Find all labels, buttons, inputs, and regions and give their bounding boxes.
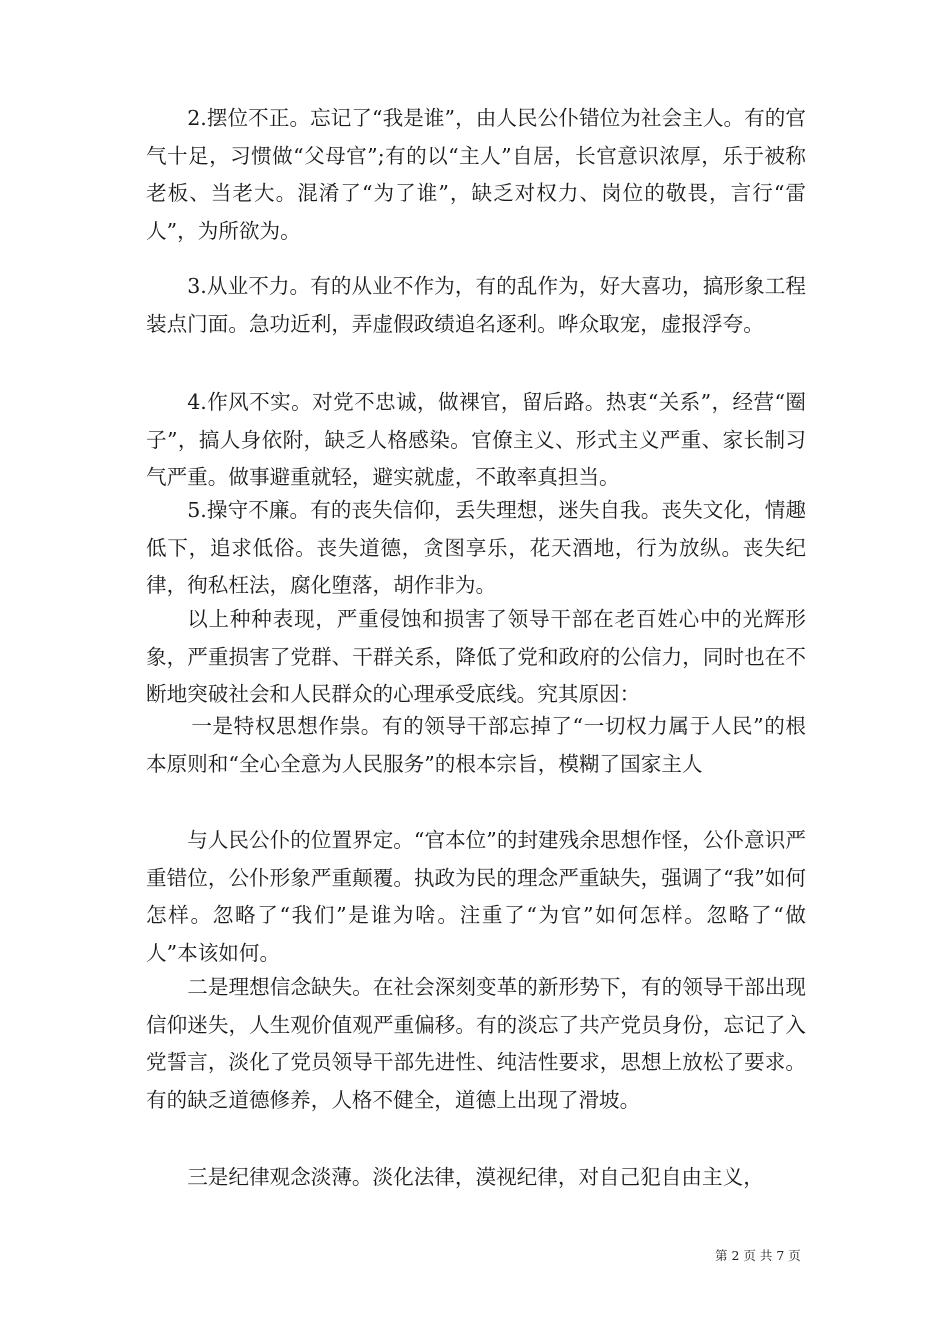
paragraph-5: 以上种种表现，严重侵蚀和损害了领导干部在老百姓心中的光辉形象，严重损害了党群、干群关系，降低了党和政府的公信力，同时也在不断地突破社会和人民群众的心理承受底线。究其原因：	[146, 607, 806, 706]
paragraph-2: 3.从业不力。有的从业不作为，有的乱作为，好大喜功，搞形象工程装点门面。急功近利，弄虚假政绩追名逐利。哗众取宠，虚报浮夸。	[146, 274, 806, 336]
page-number-footer: 第 2 页 共 7 页	[715, 1248, 801, 1263]
paragraph-6: 一是特权思想作祟。有的领导干部忘掉了“一切权力属于人民”的根本原则和“全心全意为人民服务”的根本宗旨，模糊了国家主人	[146, 714, 806, 776]
paragraph-8: 二是理想信念缺失。在社会深刻变革的新形势下，有的领导干部出现信仰迷失，人生观价值观严重偏移。有的淡忘了共产党员身份，忘记了入党誓言，淡化了党员领导干部先进性、纯洁性要求，思想上放松了要求。有的缺乏道德修养，人格不健全，道德上出现了滑坡。	[146, 975, 806, 1112]
paragraph-1: 2.摆位不正。忘记了“我是谁”，由人民公仆错位为社会主人。有的官气十足，习惯做“父母官”;有的以“主人”自居，长官意识浓厚，乐于被称老板、当老大。混淆了“为了谁”，缺乏对权力、岗位的敬畏，言行“雷人”，为所欲为。	[146, 106, 806, 243]
paragraph-9: 三是纪律观念淡薄。淡化法律，漠视纪律，对自己犯自由主义，	[187, 1165, 764, 1189]
paragraph-7: 与人民公仆的位置界定。“官本位”的封建残余思想作怪，公仆意识严重错位，公仆形象严重颠覆。执政为民的理念严重缺失，强调了“我”如何怎样。忽略了“我们”是谁为啥。注重了“为官”如何怎样。忽略了“做人”本该如何。	[146, 828, 806, 965]
paragraph-3: 4.作风不实。对党不忠诚，做裸官，留后路。热衷“关系”，经营“圈子”，搞人身依附，缺乏人格感染。官僚主义、形式主义严重、家长制习气严重。做事避重就轻，避实就虚，不敢率真担当。	[146, 390, 806, 489]
paragraph-4: 5.操守不廉。有的丧失信仰，丢失理想，迷失自我。丧失文化，情趣低下，追求低俗。丧失道德，贪图享乐，花天酒地，行为放纵。丧失纪律，徇私枉法，腐化堕落，胡作非为。	[146, 498, 806, 597]
